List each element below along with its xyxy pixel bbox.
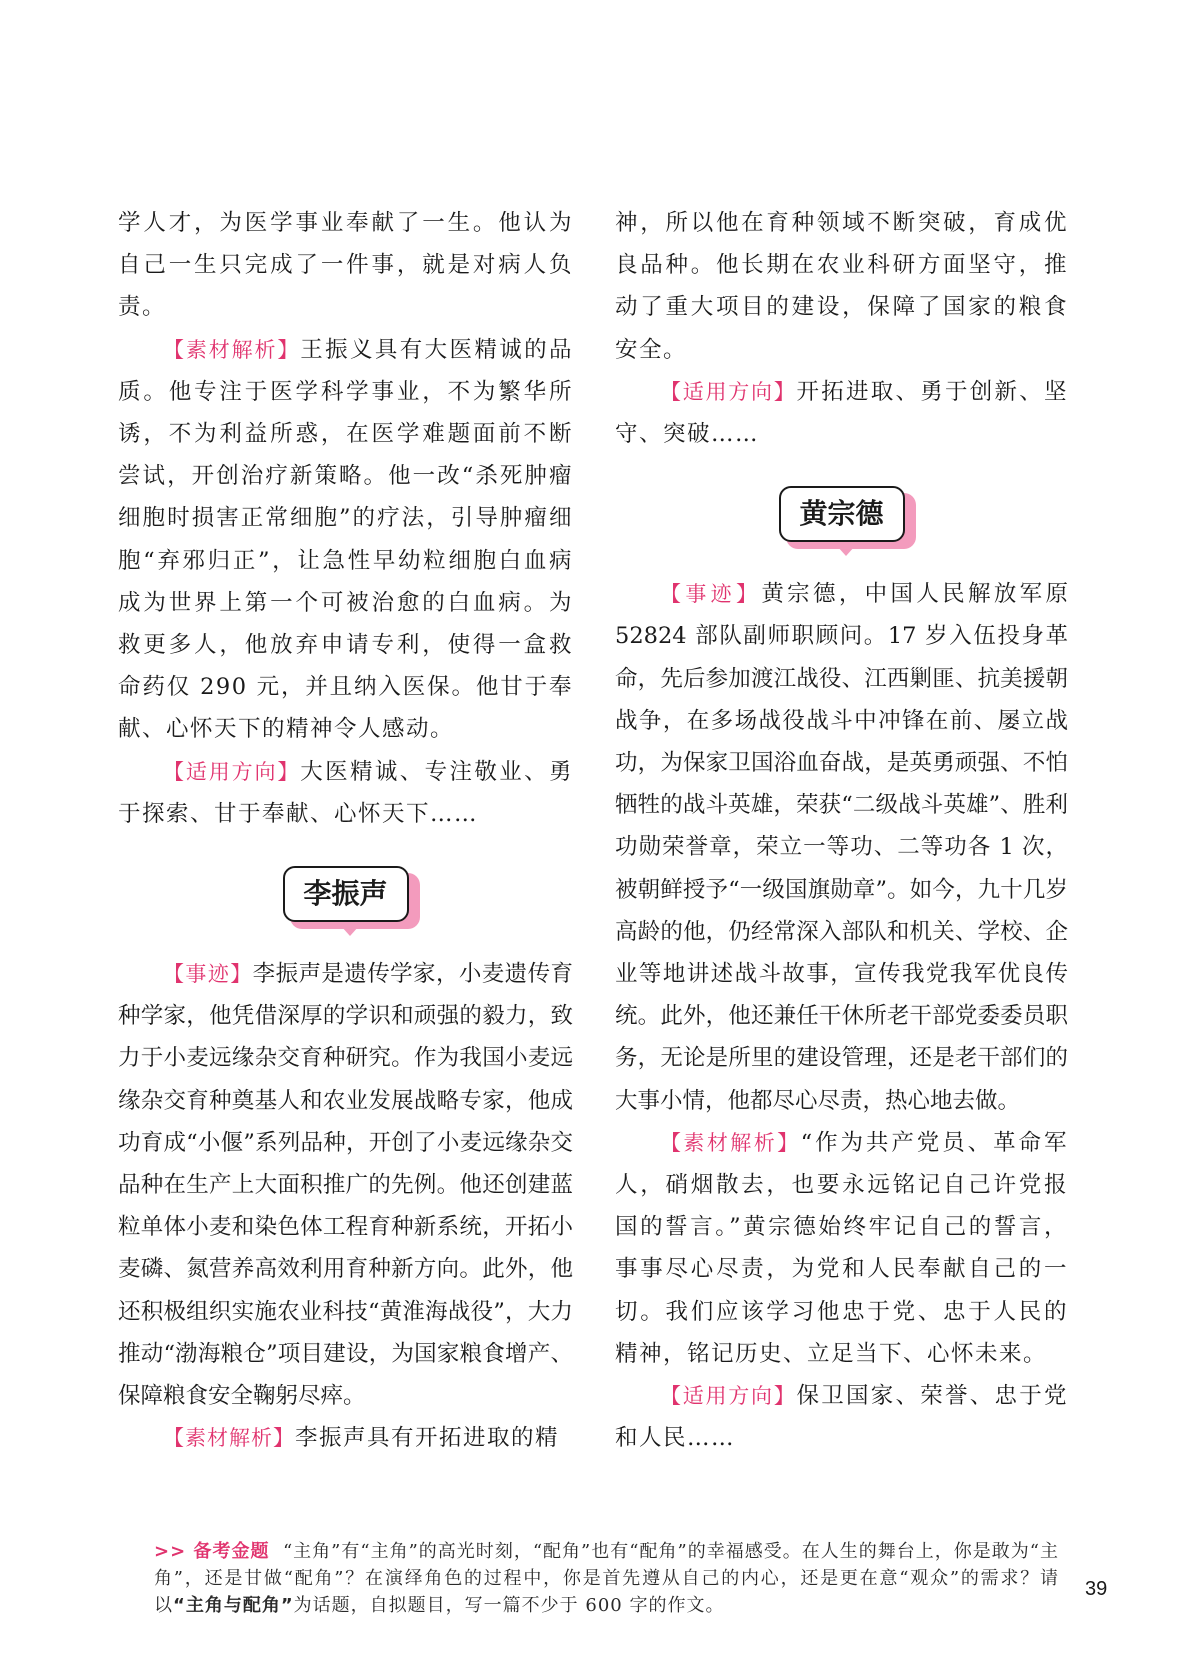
label-analysis: 【素材解析】 — [163, 337, 301, 362]
paragraph-wang-analysis — [118, 329, 573, 751]
label-deeds: 【事迹】 — [660, 582, 762, 607]
text-analysis: 王振义具有大医精诚的品质。他专注于医学科学事业，不为繁华所诱，不为利益所惑，在医学难题面前不断尝试，开创治疗新策略。他一改“杀死肿瘤细胞时损害正常细胞”的疗法，引导肿瘤细胞“弃邪归正”，让急性早幼粒细胞白血病成为世界上第一个可被治愈的白血病。为救更多人，他放弃申请专利，使得一盒救命药仅 290 元，并且纳入医保。他甘于奉献、心怀天下的精神令人感动。 — [118, 336, 573, 743]
paragraph-li-analysis — [118, 1417, 573, 1459]
label-analysis: 【素材解析】 — [660, 1130, 801, 1155]
paragraph-huang-deeds — [615, 573, 1068, 1122]
paragraph-li-analysis-cont: 神，所以他在育种领域不断突破，育成优良品种。他长期在农业科研方面坚守，推动了重大项目的建设，保障了国家的粮食安全。 — [615, 210, 1068, 363]
text-direction: 大医精诚、专注敬业、勇于探索、甘于奉献、心怀天下…… — [118, 758, 573, 827]
label-direction: 【适用方向】 — [163, 759, 301, 784]
exam-prompt-label: >> 备考金题 — [154, 1541, 270, 1562]
paragraph-wang-direction — [118, 751, 573, 835]
exam-prompt-text-b: 为话题，自拟题目，写一篇不少于 600 字的作文。 — [293, 1595, 725, 1616]
heading-li-zhensheng — [118, 835, 573, 953]
paragraph-wang-end: 学人才，为医学事业奉献了一生。他认为自己一生只完成了一件事，就是对病人负责。 — [118, 210, 573, 321]
paragraph-huang-analysis — [615, 1122, 1068, 1375]
label-deeds: 【事迹】 — [163, 962, 253, 987]
section-title: 李振声 — [283, 866, 409, 922]
exam-prompt — [154, 1538, 1059, 1619]
paragraph-huang-direction — [615, 1375, 1068, 1459]
label-analysis: 【素材解析】 — [163, 1426, 295, 1451]
page-number: 39 — [1085, 1578, 1108, 1600]
text-deeds: 李振声是遗传学家，小麦遗传育种学家，他凭借深厚的学识和顽强的毅力，致力于小麦远缘杂交育种研究。作为我国小麦远缘杂交育种奠基人和农业发展战略专家，他成功育成“小偃”系列品种，开创了小麦远缘杂交品种在生产上大面积推广的先例。他还创建蓝粒单体小麦和染色体工程育种新系统，开拓小麦磷、氮营养高效利用育种新方向。此外，他还积极组织实施农业科技“黄淮海战役”，大力推动“渤海粮仓”项目建设，为国家粮食增产、保障粮食安全鞠躬尽瘁。 — [118, 961, 573, 1410]
exam-prompt-text-a: “主角”有“主角”的高光时刻，“配角”也有“配角”的幸福感受。在人生的舞台上，你是敢为“主角”，还是甘做“配角”？在演绎角色的过程中，你是首先遵从自己的内心，还是更在意“观众”的需求？请以 — [154, 1541, 1059, 1616]
paragraph-li-direction — [615, 371, 1068, 455]
text-analysis: 李振声具有开拓进取的精 — [295, 1425, 560, 1452]
section-title: 黄宗德 — [779, 486, 905, 542]
text-direction: 开拓进取、勇于创新、坚守、突破…… — [615, 378, 1068, 448]
right-column — [615, 202, 1068, 1459]
label-direction: 【适用方向】 — [660, 379, 797, 404]
text-deeds: 黄宗德，中国人民解放军原 52824 部队副师职顾问。17 岁入伍投身革命，先后参加渡江战役、江西剿匪、抗美援朝战争，在多场战役战斗中冲锋在前、屡立战功，为保家卫国浴血奋战，是英勇顽强、不怕牺牲的战斗英雄，荣获“二级战斗英雄”、胜利功勋荣誉章，荣立一等功、二等功各 1 次，被朝鲜授予“一级国旗勋章”。如今，九十几岁高龄的他，仍经常深入部队和机关、学校、企业等地讲述战斗故事，宣传我党我军优良传统。此外，他还兼任干休所老干部党委委员职务，无论是所里的建设管理，还是老干部们的大事小情，他都尽心尽责，热心地去做。 — [615, 581, 1068, 1114]
heading-huang-zongde — [615, 455, 1068, 573]
exam-prompt-topic: “主角与配角” — [173, 1595, 294, 1616]
label-direction: 【适用方向】 — [660, 1384, 797, 1409]
paragraph-li-deeds — [118, 953, 573, 1417]
text-direction: 保卫国家、荣誉、忠于党和人民…… — [615, 1383, 1068, 1452]
text-analysis: “作为共产党员、革命军人，硝烟散去，也要永远铭记自己许党报国的誓言。”黄宗德始终牢记自己的誓言，事事尽心尽责，为党和人民奉献自己的一切。我们应该学习他忠于党、忠于人民的精神，铭记历史、立足当下、心怀未来。 — [615, 1129, 1068, 1367]
left-column — [118, 202, 573, 1459]
